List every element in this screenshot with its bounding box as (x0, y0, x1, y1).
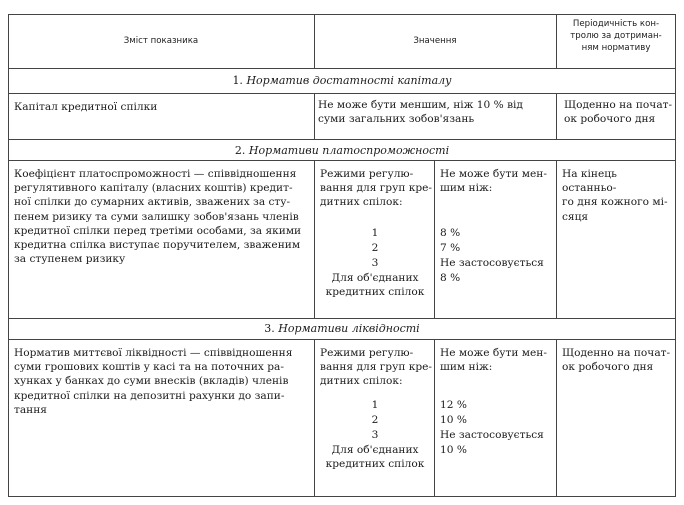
column-divider (434, 339, 435, 497)
row-divider (8, 339, 676, 340)
section-title (8, 144, 676, 158)
section-name: Нормативи ліквідності (278, 322, 420, 335)
section-number: 1. (232, 74, 247, 87)
column-divider (434, 160, 435, 318)
section-name: Норматив достатності капіталу (246, 74, 452, 87)
regime-group: 2 (371, 242, 379, 254)
regime-value: 12 % (440, 399, 467, 411)
column-divider (314, 339, 315, 497)
column-divider (556, 160, 557, 318)
regime-label: Режими регулю- вання для груп кре- дитних спілок: (320, 168, 432, 209)
column-divider (314, 160, 315, 318)
regime-value: 10 % (440, 414, 467, 426)
regime-group: 1 (371, 399, 379, 411)
section-title (8, 322, 676, 336)
regime-group: 3 (371, 429, 379, 441)
indicator-cell: Норматив миттєвої ліквідності — співвідношення суми грошових коштів у касі та на поточних ра- хунках у банках до суми внесків (вкладів) членів кредитної спілки на депозитні рахунки до запи- тання (14, 347, 293, 416)
row-divider (8, 68, 676, 69)
row-divider (8, 93, 676, 94)
regime-value: 10 % (440, 444, 467, 456)
regime-value: Не застосовується (440, 257, 544, 269)
section-number: 3. (264, 322, 279, 335)
regime-group: 2 (371, 414, 379, 426)
column-header-indicator: Зміст показника (123, 36, 199, 46)
frequency-cell: Щоденно на почат- ок робочого дня (562, 347, 671, 374)
column-divider (556, 93, 557, 139)
regime-header: Не може бути мен- шим ніж: (440, 168, 547, 195)
column-divider (314, 93, 315, 139)
regime-value: 7 % (440, 242, 461, 254)
frequency-cell: Щоденно на почат- ок робочого дня (564, 99, 673, 126)
column-header-value: Значення (413, 36, 457, 46)
section-name: Нормативи платоспроможності (248, 144, 450, 157)
regime-group: 3 (371, 257, 379, 269)
regime-group: Для об'єднаних кредитних спілок (325, 272, 425, 299)
regime-value: 8 % (440, 227, 461, 239)
regime-group: Для об'єднаних кредитних спілок (325, 444, 425, 471)
row-divider (8, 139, 676, 140)
column-header-frequency: Періодичність кон- тролю за дотриман- ням нормативу (570, 19, 662, 53)
regime-value: Не застосовується (440, 429, 544, 441)
indicator-cell: Коефіцієнт платоспроможності — співвідношення регулятивного капіталу (власних коштів) кредит- ної спілки до сумарних активів, зважених за сту- пенем ризику та суми залишку зобов'язань членів кредитної спілки перед третіми особами, за якими кредитна спілка виступає поручителем, зваженим за ступенем ризику (14, 168, 302, 266)
frequency-cell: На кінець останньо- го дня кожного мі- сяця (562, 168, 668, 223)
regime-value: 8 % (440, 272, 461, 284)
indicator-cell: Капітал кредитної спілки (14, 101, 158, 113)
section-title (8, 74, 676, 88)
value-cell: Не може бути меншим, ніж 10 % від суми загальних зобов'язань (318, 99, 523, 126)
row-divider (8, 318, 676, 319)
column-divider (556, 339, 557, 497)
regime-group: 1 (371, 227, 379, 239)
section-number: 2. (234, 144, 249, 157)
row-divider (8, 160, 676, 161)
regime-label: Режими регулю- вання для груп кре- дитних спілок: (320, 347, 432, 388)
regime-header: Не може бути мен- шим ніж: (440, 347, 547, 374)
